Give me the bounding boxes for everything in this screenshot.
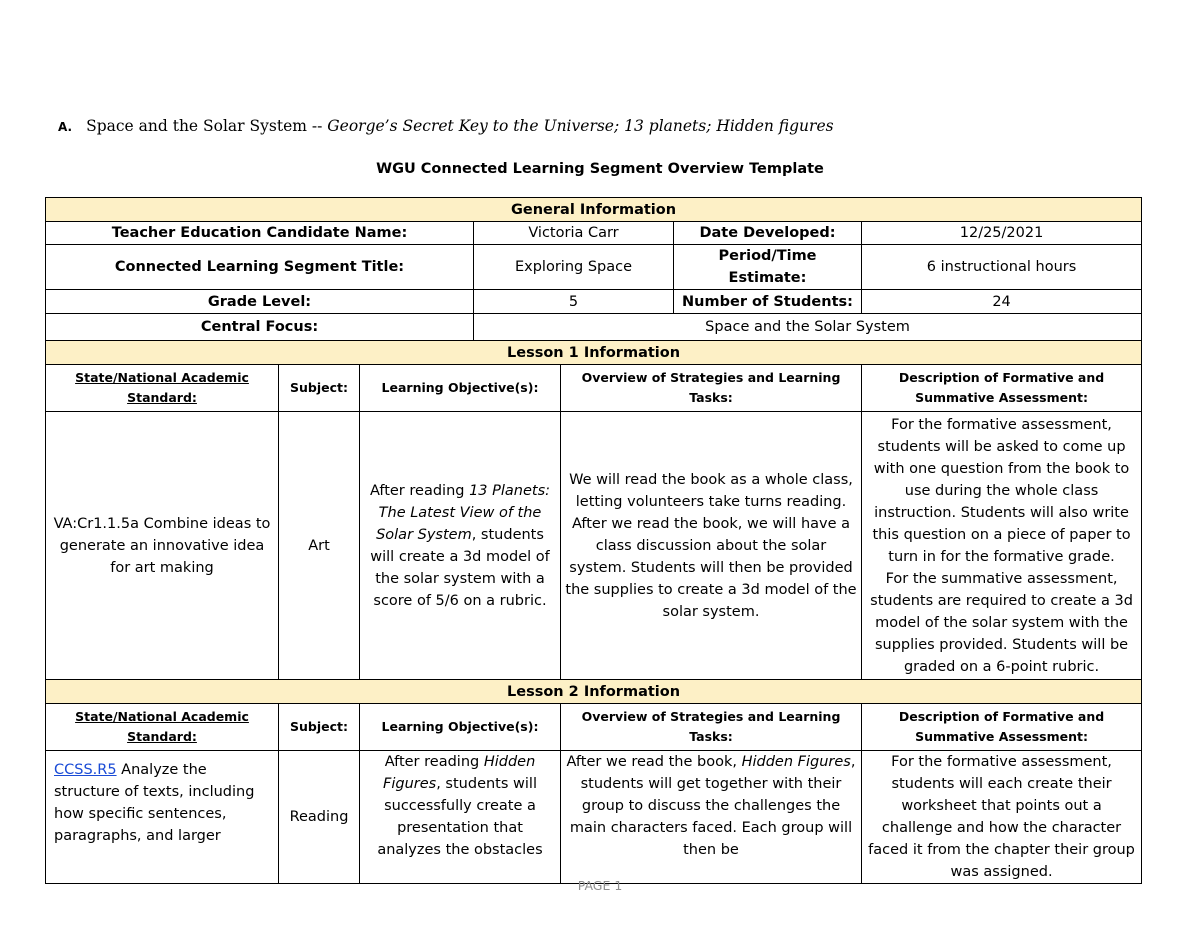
lesson2-assessment: For the formative assessment, students will each create their worksheet that points out a challenge and how the character faced it from the chapter their group was assigned. [862, 751, 1142, 884]
standard-ccss-link[interactable]: CCSS.R5 [54, 762, 117, 778]
lesson1-formative: For the formative assessment, students will be asked to come up with one question from the book to use during the whole class instruction. Students will also write this question on a piece of paper to turn in for the formative grade. [872, 416, 1131, 565]
section-letter: A. [58, 120, 73, 134]
lesson1-strategies-header: Overview of Strategies and Learning Tasks: [561, 365, 862, 412]
document-title: WGU Connected Learning Segment Overview Template [376, 161, 824, 177]
lesson2-standard: CCSS.R5 Analyze the structure of texts, including how specific sentences, paragraphs, and larger [46, 751, 279, 884]
lesson1-subject-header: Subject: [279, 365, 360, 412]
lesson2-standard-header: State/National Academic Standard: [46, 704, 279, 751]
lesson1-standard-header: State/National Academic Standard: [46, 365, 279, 412]
lesson2-subject: Reading [279, 751, 360, 884]
segment-title-value: Exploring Space [474, 245, 674, 290]
lesson2-objective-header: Learning Objective(s): [360, 704, 561, 751]
student-count-value: 24 [862, 290, 1142, 314]
lesson1-header: Lesson 1 Information [46, 341, 1142, 365]
lesson1-strategies: We will read the book as a whole class, letting volunteers take turns reading. After we read the book, we will have a class discussion about the solar system. Students will then be provided the supplies to create a 3d model of the solar system. [561, 412, 862, 680]
central-focus-value: Space and the Solar System [474, 314, 1142, 341]
segment-title-label: Connected Learning Segment Title: [46, 245, 474, 290]
date-developed-label: Date Developed: [674, 222, 862, 245]
period-estimate-label: Period/Time Estimate: [674, 245, 862, 290]
lesson2-strategies: After we read the book, Hidden Figures, students will get together with their group to discuss the challenges the main characters faced. Each group will then be [561, 751, 862, 884]
lesson1-assessment [862, 412, 1142, 680]
candidate-name-value: Victoria Carr [474, 222, 674, 245]
period-estimate-value: 6 instructional hours [862, 245, 1142, 290]
lesson1-subject: Art [279, 412, 360, 680]
lesson1-summative: For the summative assessment, students are required to create a 3d model of the solar system with the supplies provided. Students will be graded on a 6-point rubric. [870, 570, 1133, 675]
lesson1-standard: VA:Cr1.1.5a Combine ideas to generate an innovative idea for art making [46, 412, 279, 680]
date-developed-value: 12/25/2021 [862, 222, 1142, 245]
segment-overview-table [45, 197, 1142, 884]
section-title: Space and the Solar System -- [86, 117, 328, 135]
lesson2-strategies-header: Overview of Strategies and Learning Tasks: [561, 704, 862, 751]
general-info-header: General Information [46, 198, 1142, 222]
lesson1-assessment-header: Description of Formative and Summative Assessment: [862, 365, 1142, 412]
lesson2-assessment-header: Description of Formative and Summative Assessment: [862, 704, 1142, 751]
grade-level-value: 5 [474, 290, 674, 314]
lesson2-objective: After reading Hidden Figures, students will successfully create a presentation that analyzes the obstacles [360, 751, 561, 884]
lesson1-objective-header: Learning Objective(s): [360, 365, 561, 412]
grade-level-label: Grade Level: [46, 290, 474, 314]
section-resources: George’s Secret Key to the Universe; 13 planets; Hidden figures [327, 117, 834, 135]
lesson1-objective: After reading 13 Planets: The Latest View of the Solar System, students will create a 3d model of the solar system with a score of 5/6 on a rubric. [360, 412, 561, 680]
central-focus-label: Central Focus: [46, 314, 474, 341]
page-number: PAGE 1 [577, 878, 623, 893]
lesson2-header: Lesson 2 Information [46, 680, 1142, 704]
student-count-label: Number of Students: [674, 290, 862, 314]
candidate-name-label: Teacher Education Candidate Name: [46, 222, 474, 245]
section-heading [58, 117, 834, 135]
lesson2-subject-header: Subject: [279, 704, 360, 751]
